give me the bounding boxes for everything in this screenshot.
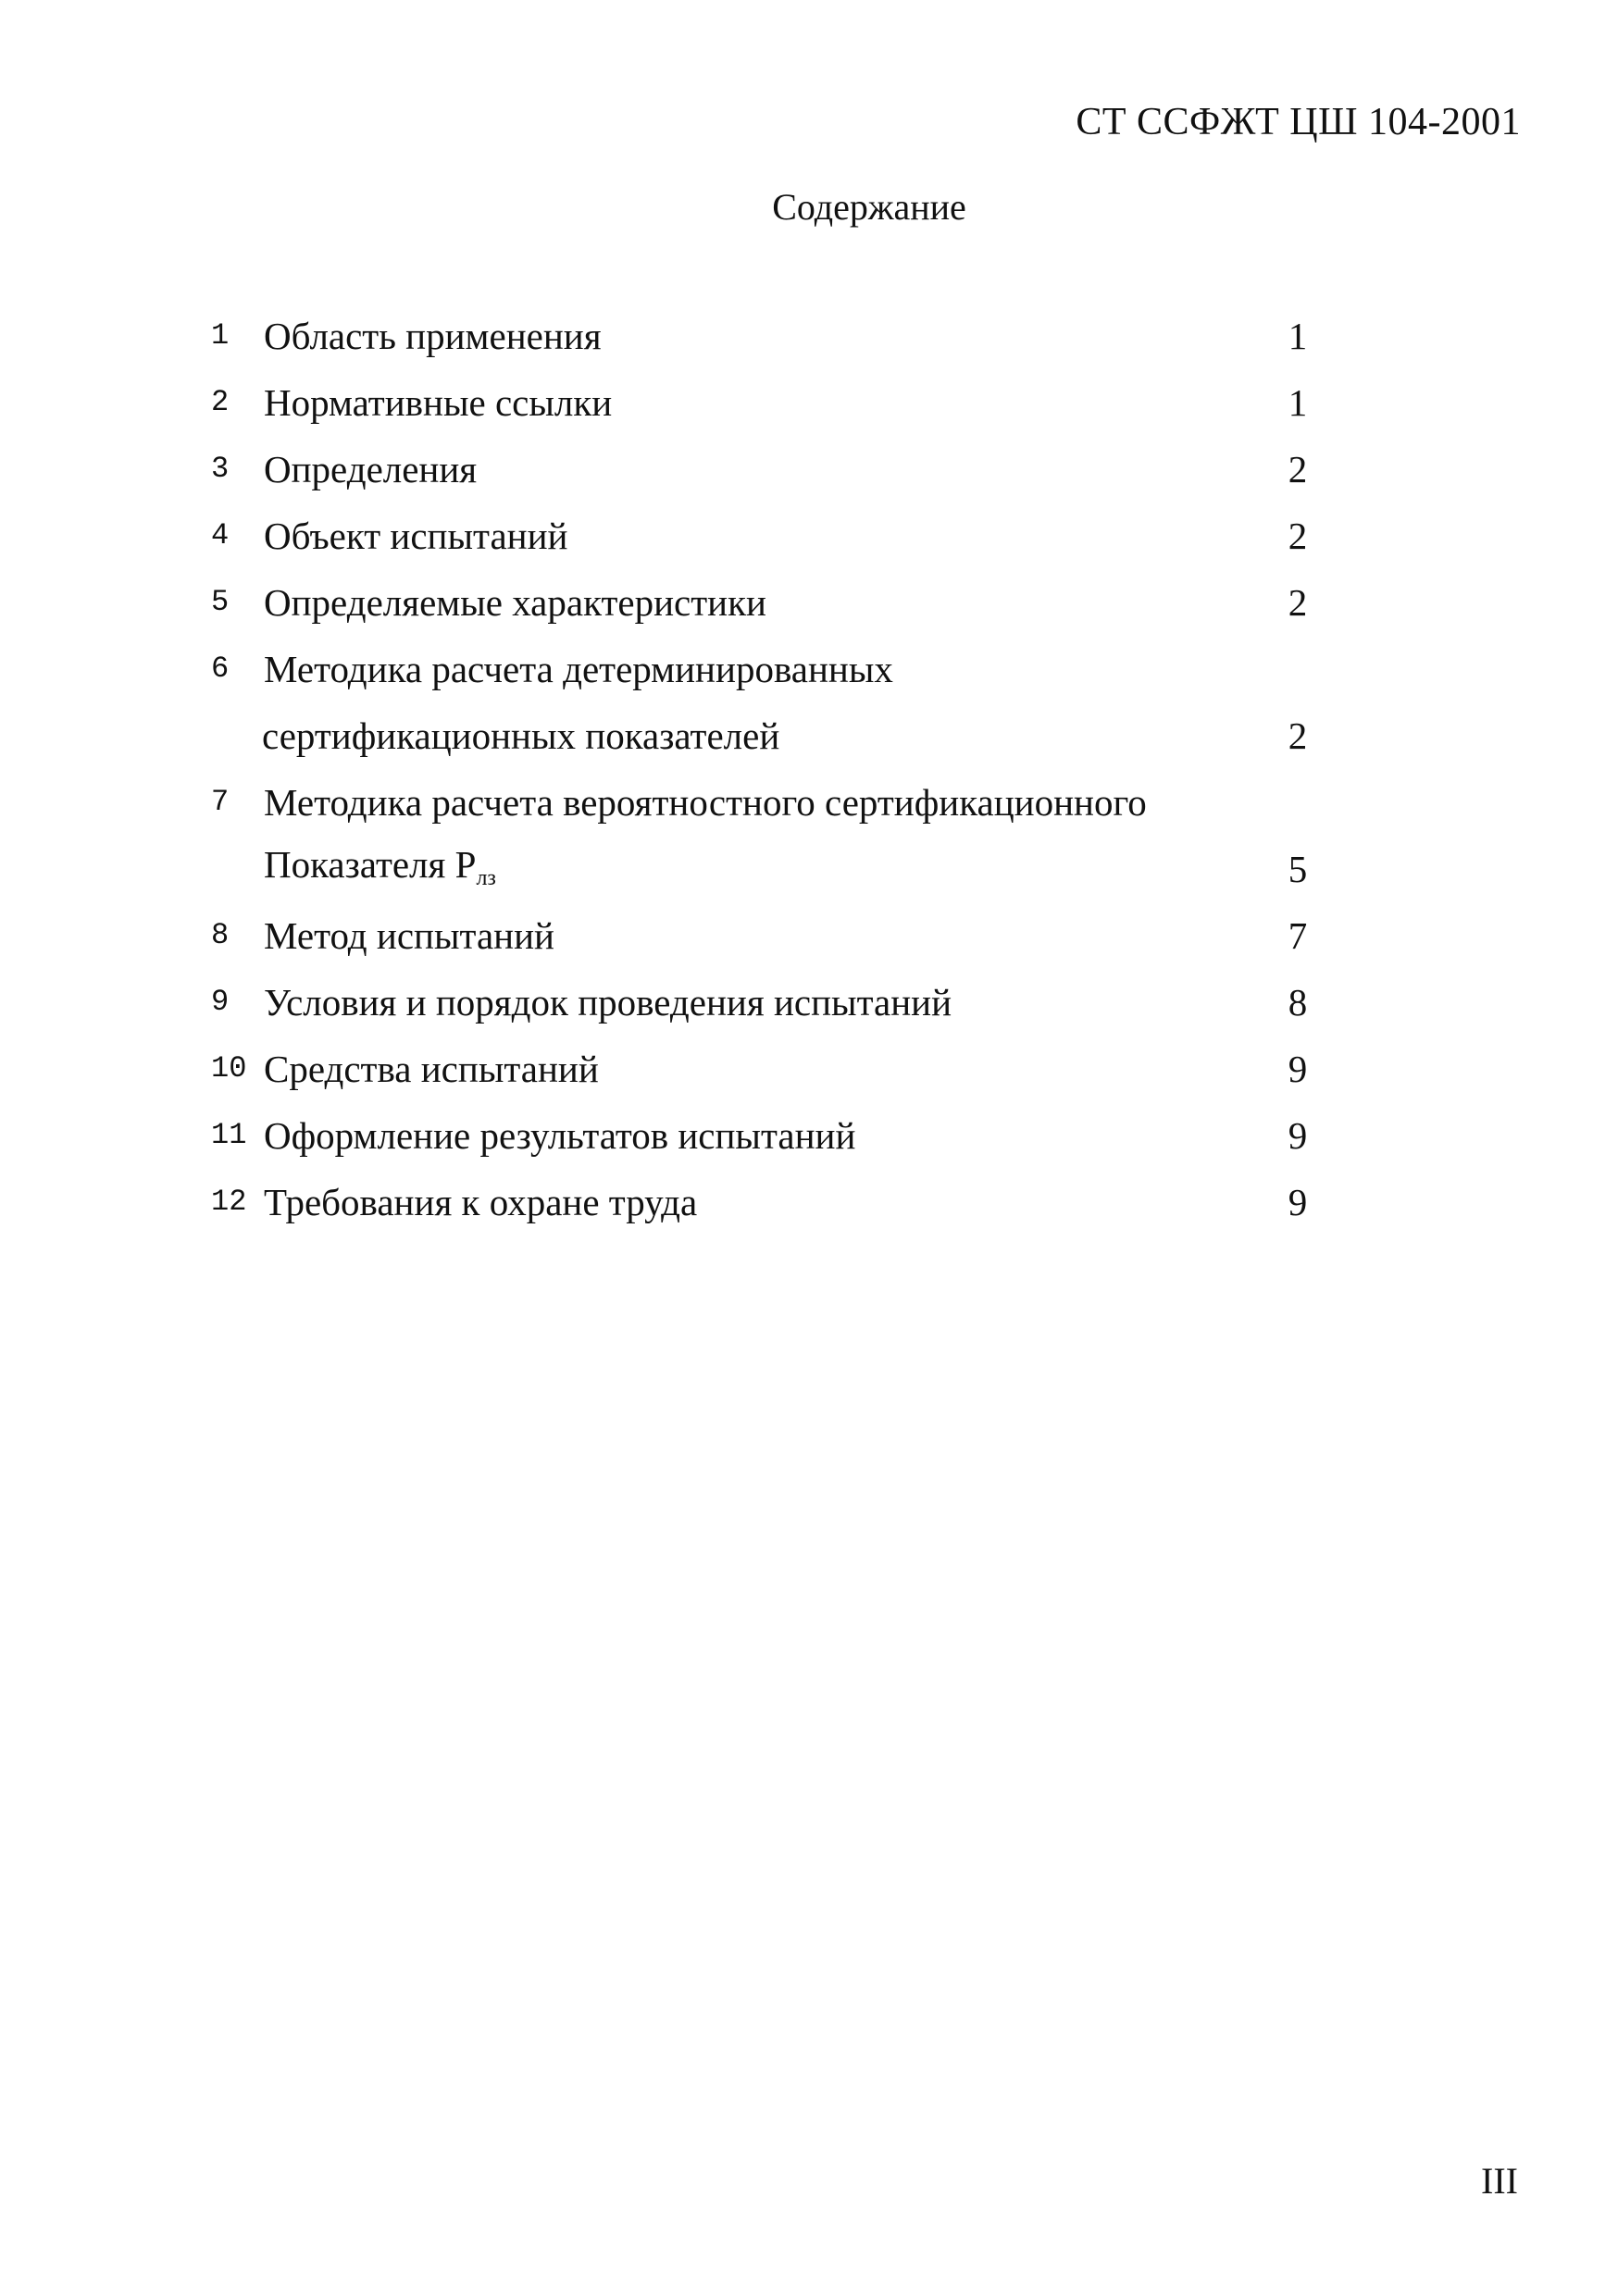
toc-entry-title-text: Показателя Р <box>264 843 477 886</box>
toc-entry-5 <box>0 569 1618 625</box>
toc-entry-6-continuation <box>0 702 1618 758</box>
toc-entry-page: 2 <box>1288 714 1308 757</box>
document-code: СТ ССФЖТ ЦШ 104-2001 <box>1076 101 1521 143</box>
toc-entry-page: 2 <box>1288 581 1308 624</box>
toc-entry-page: 2 <box>1288 515 1308 557</box>
toc-entry-1 <box>0 303 1618 358</box>
toc-entry-10 <box>0 1036 1618 1091</box>
toc-entry-number: 6 <box>211 652 230 686</box>
toc-entry-number: 8 <box>211 918 230 952</box>
page-number: III <box>1481 2160 1518 2202</box>
toc-entry-page: 8 <box>1288 981 1308 1024</box>
toc-entry-title: Оформление результатов испытаний <box>264 1114 856 1157</box>
toc-entry-7-continuation <box>0 836 1618 891</box>
toc-entry-page: 9 <box>1288 1048 1308 1090</box>
toc-entry-page: 1 <box>1288 315 1308 357</box>
toc-entry-page: 7 <box>1288 914 1308 957</box>
toc-entry-8 <box>0 902 1618 958</box>
toc-entry-number: 12 <box>211 1185 247 1219</box>
toc-entry-4 <box>0 503 1618 558</box>
toc-entry-number: 11 <box>211 1118 247 1152</box>
toc-entry-title: Определяемые характеристики <box>264 581 766 624</box>
toc-entry-page: 2 <box>1288 448 1308 490</box>
toc-entry-7 <box>0 769 1618 825</box>
toc-entry-title: Нормативные ссылки <box>264 381 613 424</box>
toc-entry-title-continuation <box>264 842 496 891</box>
toc-entry-3 <box>0 436 1618 491</box>
toc-entry-title: Условия и порядок проведения испытаний <box>264 981 952 1024</box>
toc-entry-number: 10 <box>211 1051 247 1086</box>
toc-entry-number: 3 <box>211 452 230 486</box>
toc-entry-number: 7 <box>211 785 230 819</box>
toc-entry-page: 1 <box>1288 381 1308 424</box>
toc-entry-6 <box>0 636 1618 691</box>
toc-entry-12 <box>0 1169 1618 1224</box>
toc-entry-title: Средства испытаний <box>264 1048 599 1090</box>
toc-entry-11 <box>0 1102 1618 1158</box>
toc-entry-title: Метод испытаний <box>264 914 554 957</box>
toc-entry-number: 9 <box>211 985 230 1019</box>
toc-entry-number: 2 <box>211 385 230 419</box>
toc-entry-page: 5 <box>1288 848 1308 890</box>
toc-entry-title: Объект испытаний <box>264 515 568 557</box>
toc-entry-title: Методика расчета детерминированных <box>264 648 893 690</box>
toc-entry-number: 4 <box>211 518 230 552</box>
toc-entry-2 <box>0 369 1618 425</box>
toc-entry-9 <box>0 969 1618 1024</box>
toc-entry-title: Методика расчета вероятностного сертификационного <box>264 781 1147 824</box>
subscript-text: лз <box>476 866 496 890</box>
toc-entry-title-continuation: сертификационных показателей <box>262 714 780 757</box>
toc-entry-page: 9 <box>1288 1114 1308 1157</box>
toc-entry-title: Область применения <box>264 315 602 357</box>
toc-entry-page: 9 <box>1288 1181 1308 1223</box>
toc-heading: Содержание <box>772 186 966 228</box>
toc-entry-title: Определения <box>264 448 478 490</box>
toc-entry-title: Требования к охране труда <box>264 1181 698 1223</box>
toc-entry-number: 5 <box>211 585 230 619</box>
toc-entry-number: 1 <box>211 318 230 353</box>
